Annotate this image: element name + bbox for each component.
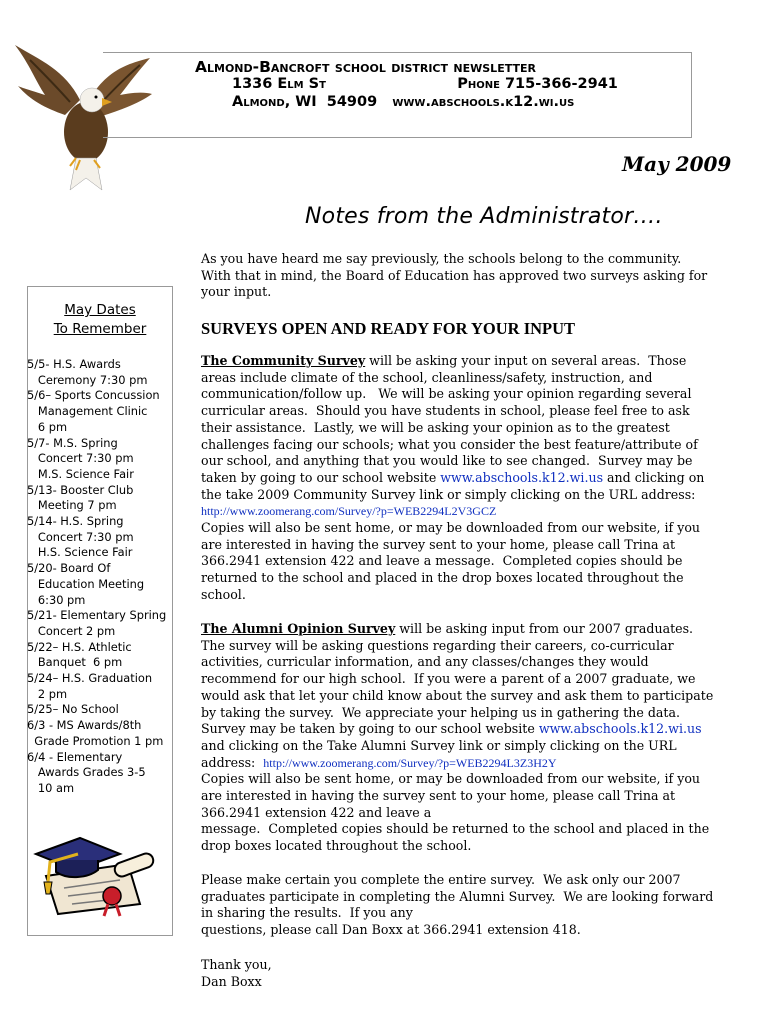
sidebar-subheading: To Remember <box>53 321 147 337</box>
text-line <box>201 621 713 638</box>
text-line: Please make certain you complete the entire survey. We ask only our 2007 <box>201 872 681 887</box>
text-span: address: <box>201 754 264 770</box>
text-line: recommend for our high school. If you were a parent of a 2007 graduate, we <box>201 671 696 687</box>
alumni-survey-url-link[interactable]: http://www.zoomerang.com/Survey/?p=WEB2294L3Z3H2Y <box>263 755 557 770</box>
community-survey-url-link[interactable]: http://www.zoomerang.com/Survey/?p=WEB2294L2V3GCZ <box>201 504 497 519</box>
event-line: 6/3 - MS Awards/8th <box>27 718 142 733</box>
text-line: your input. <box>201 284 272 300</box>
event-line: Education Meeting <box>27 576 145 591</box>
event-line: Ceremony 7:30 pm <box>27 372 148 387</box>
event-line: 5/13- Booster Club <box>27 482 134 497</box>
event-line: 6:30 pm <box>27 592 86 607</box>
text-line <box>201 353 704 370</box>
newsletter-title: Almond-Bancroft school district newsletter <box>195 58 536 76</box>
event-line: 6 pm <box>27 419 68 434</box>
event-line: 2 pm <box>27 686 68 701</box>
event-line: Meeting 7 pm <box>27 498 117 513</box>
event-line: H.S. Science Fair <box>27 545 133 560</box>
text-span: will be asking your input on several areas. Those <box>365 353 687 368</box>
event-line: 5/7- M.S. Spring <box>27 435 118 450</box>
alumni-survey-title: The Alumni Opinion Survey <box>201 621 396 636</box>
alumni-survey-paragraph <box>201 621 713 855</box>
event-line: 5/14- H.S. Spring <box>27 514 124 529</box>
text-line: message. Completed copies should be returned to the school and placed in the <box>201 821 710 837</box>
community-survey-paragraph <box>201 353 704 604</box>
text-line: and clicking on the Take Alumni Survey link or simply clicking on the URL <box>201 737 677 753</box>
community-survey-title: The Community Survey <box>201 353 366 368</box>
text-line: 366.2941 extension 422 and leave a message. Completed copies should be <box>201 553 683 569</box>
event-line: M.S. Science Fair <box>27 466 134 481</box>
text-line: drop boxes located throughout the school. <box>201 838 472 854</box>
graduation-cap-icon <box>28 826 160 918</box>
issue-date: May 2009 <box>622 152 732 176</box>
text-line: by taking the survey. We appreciate your helping us in gathering the data. <box>201 704 681 720</box>
event-line: 5/22– H.S. Athletic <box>27 639 132 654</box>
text-line: questions, please call Dan Boxx at 366.2941 extension 418. <box>201 922 581 938</box>
phone-number: Phone 715-366-2941 <box>457 76 618 92</box>
signature-name: Dan Boxx <box>201 973 262 989</box>
text-line <box>201 721 713 738</box>
text-line: are interested in having the survey sent to your home, please call Trina at <box>201 788 676 804</box>
text-line: Thank you, <box>201 957 272 972</box>
event-line: Awards Grades 3-5 <box>27 765 146 780</box>
events-list <box>27 357 173 797</box>
text-line: activities, curricular information, and any classes/changes they would <box>201 654 649 670</box>
text-line: school. <box>201 586 246 602</box>
event-line: Concert 7:30 pm <box>27 529 134 544</box>
text-line: their assistance. Lastly, we will be asking your opinion as to the greatest <box>201 419 670 435</box>
event-line: 6/4 - Elementary <box>27 749 123 764</box>
text-line: the take 2009 Community Survey link or simply clicking on the URL address: <box>201 486 696 502</box>
event-line: 5/5- H.S. Awards <box>27 357 121 371</box>
event-line: Concert 7:30 pm <box>27 451 134 466</box>
city-state-zip: Almond, WI 54909 <box>232 94 378 110</box>
surveys-heading: SURVEYS OPEN AND READY FOR YOUR INPUT <box>201 319 576 338</box>
closing-paragraph <box>201 872 713 939</box>
text-line <box>201 470 704 487</box>
event-line: 5/21- Elementary Spring <box>27 608 167 623</box>
text-line: Copies will also be sent home, or may be downloaded from our website, if you <box>201 771 701 787</box>
event-line: 5/20- Board Of <box>27 561 111 576</box>
text-line: Copies will also be sent home, or may be downloaded from our website, if you <box>201 520 701 536</box>
text-line: 366.2941 extension 422 and leave a <box>201 804 432 820</box>
signoff <box>201 957 272 990</box>
text-line: our school, and anything that you would like to see changed. Survey may be <box>201 453 693 469</box>
text-line: are interested in having the survey sent to your home, please call Trina at <box>201 536 676 552</box>
text-line: graduates participate in completing the Alumni Survey. We are looking forward <box>201 888 714 904</box>
city-website-line <box>232 94 574 110</box>
event-line: Management Clinic <box>27 404 148 419</box>
school-website-link[interactable]: www.abschools.k12.wi.us <box>440 469 604 485</box>
website-address: www.abschools.k12.wi.us <box>392 94 575 110</box>
event-line: Concert 2 pm <box>27 623 116 638</box>
text-line: returned to the school and placed in the drop boxes located throughout the <box>201 570 684 586</box>
text-line: curricular areas. Should you have students in school, please feel free to ask <box>201 403 690 419</box>
text-line: With that in mind, the Board of Education has approved two surveys asking for <box>201 267 708 283</box>
event-line: 5/25– No School <box>27 702 119 717</box>
event-line: 5/6– Sports Concussion <box>27 388 160 403</box>
event-line: 10 am <box>27 780 75 795</box>
text-line: communication/follow up. We will be asking your opinion regarding several <box>201 386 692 402</box>
text-line: challenges facing our schools; what you consider the best feature/attribute of <box>201 436 698 452</box>
event-line: Grade Promotion 1 pm <box>27 733 164 748</box>
text-span: taken by going to our school website <box>201 469 441 485</box>
event-line: Banquet 6 pm <box>27 655 123 670</box>
school-website-link[interactable]: www.abschools.k12.wi.us <box>538 721 702 737</box>
sidebar-heading: May Dates <box>64 302 136 318</box>
text-line: would ask that let your child know about the survey and ask them to participate <box>201 687 714 703</box>
section-title: Notes from the Administrator…. <box>305 204 663 229</box>
intro-paragraph <box>201 251 707 301</box>
text-span: and clicking on <box>603 469 705 485</box>
event-line: 5/24– H.S. Graduation <box>27 671 153 686</box>
street-address: 1336 Elm St <box>232 76 326 92</box>
text-span: will be asking input from our 2007 graduates. <box>395 621 694 636</box>
text-line <box>201 755 713 772</box>
address-phone-line <box>232 76 618 92</box>
text-span: Survey may be taken by going to our school website <box>201 721 539 737</box>
text-line: The survey will be asking questions regarding their careers, co-curricular <box>201 637 674 653</box>
text-line: in sharing the results. If you any <box>201 905 413 921</box>
text-line: As you have heard me say previously, the schools belong to the community. <box>201 251 682 266</box>
text-line: areas include climate of the school, cleanliness/safety, instruction, and <box>201 369 653 385</box>
